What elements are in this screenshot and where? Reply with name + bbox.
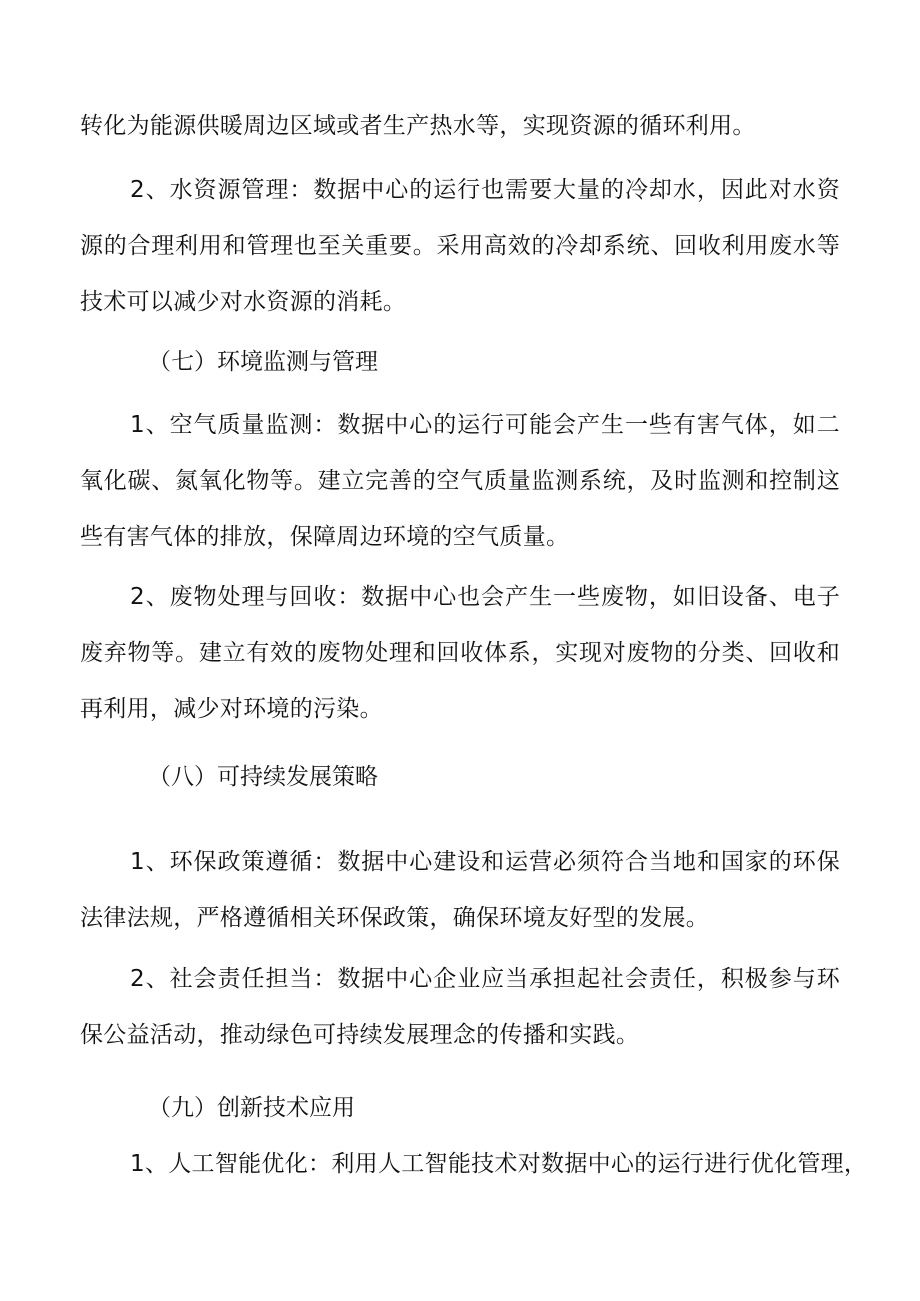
paragraph-environmental-policy: 1、环保政策遵循：数据中心建设和运营必须符合当地和国家的环保法律法规，严格遵循相关环保政策，确保环境友好型的发展。 [80,849,840,931]
section-heading-7: （七）环境监测与管理 [148,349,378,375]
section-heading-8: （八）可持续发展策略 [148,764,378,790]
paragraph-water-resource-management: 2、水资源管理：数据中心的运行也需要大量的冷却水，因此对水资源的合理利用和管理也至关重要。采用高效的冷却系统、回收利用废水等技术可以减少对水资源的消耗。 [80,177,840,315]
paragraph-waste-treatment: 2、废物处理与回收：数据中心也会产生一些废物，如旧设备、电子废弃物等。建立有效的废物处理和回收体系，实现对废物的分类、回收和再利用，减少对环境的污染。 [80,584,840,722]
paragraph-ai-optimization: 1、人工智能优化：利用人工智能技术对数据中心的运行进行优化管理， [130,1151,868,1177]
paragraph-continuation: 转化为能源供暖周边区域或者生产热水等，实现资源的循环利用。 [80,113,756,139]
section-heading-9: （九）创新技术应用 [148,1095,355,1121]
paragraph-air-quality-monitoring: 1、空气质量监测：数据中心的运行可能会产生一些有害气体，如二氧化碳、氮氧化物等。建立完善的空气质量监测系统，及时监测和控制这些有害气体的排放，保障周边环境的空气质量。 [80,412,840,550]
paragraph-social-responsibility: 2、社会责任担当：数据中心企业应当承担起社会责任，积极参与环保公益活动，推动绿色可持续发展理念的传播和实践。 [80,966,840,1048]
